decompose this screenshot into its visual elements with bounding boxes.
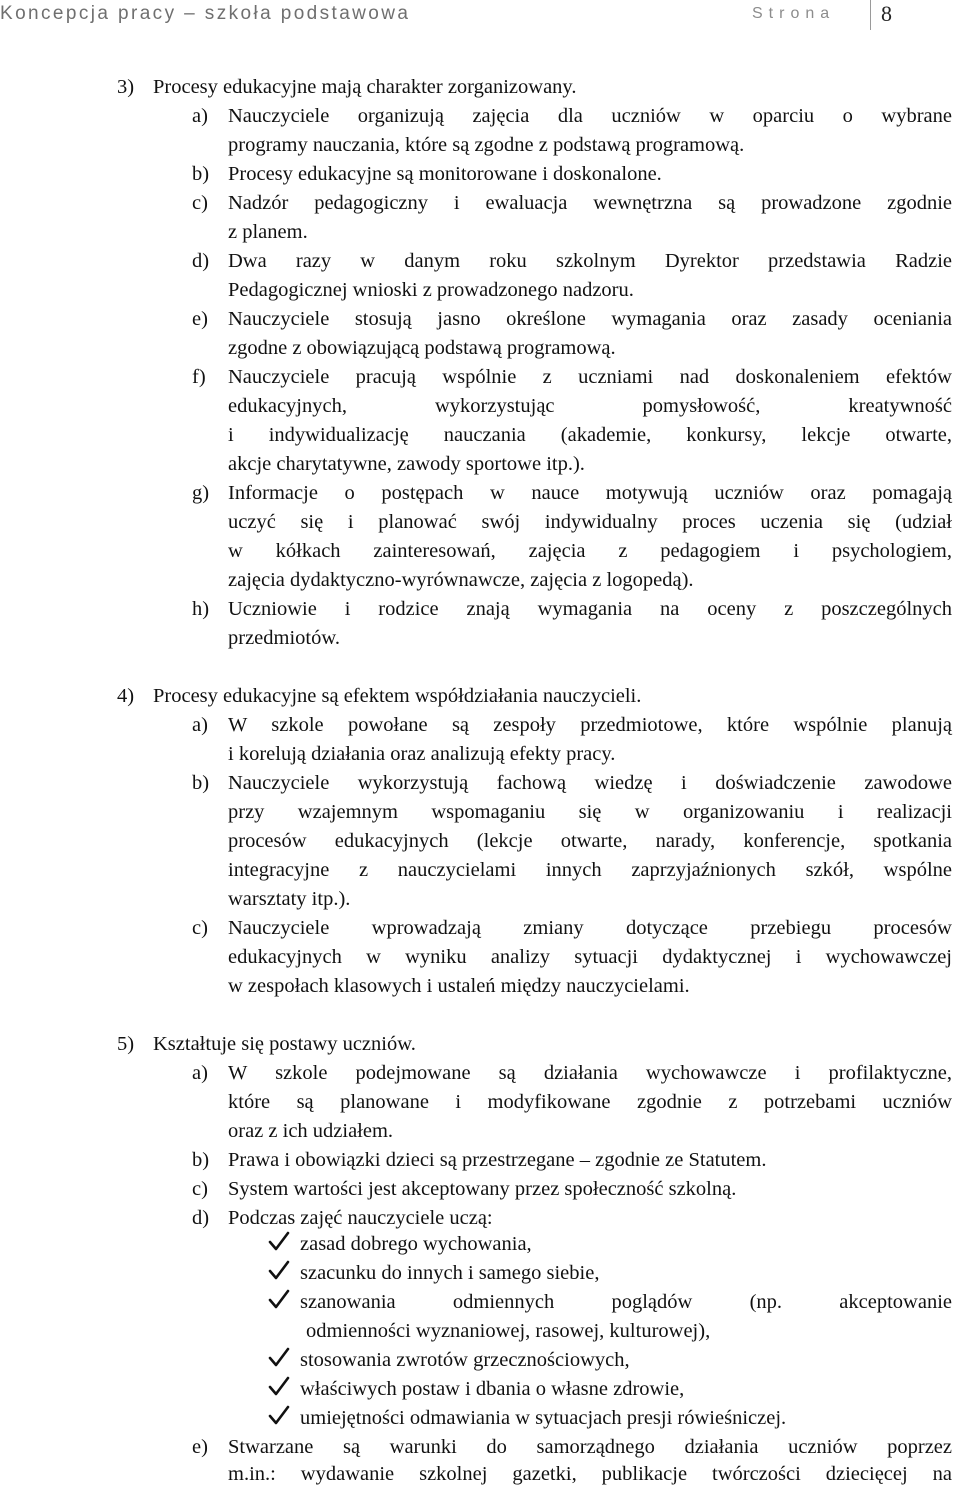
item-3a-line-1: Nauczyciele organizują zajęcia dla uczniów w oparciu o wybrane bbox=[228, 105, 952, 127]
item-3e-line-1: Nauczyciele stosują jasno określone wymagania oraz zasady oceniania bbox=[228, 308, 952, 330]
item-5a-line-3: oraz z ich udziałem. bbox=[228, 1120, 394, 1142]
checkmark-icon bbox=[268, 1375, 290, 1397]
check-item-6: umiejętności odmawiania w sytuacjach presji rówieśniczej. bbox=[300, 1407, 787, 1429]
section-3-number: 3) bbox=[117, 76, 135, 98]
item-3f-line-2: edukacyjnych, wykorzystując pomysłowość, kreatywność bbox=[228, 395, 952, 417]
item-4b-line-5: warsztaty itp.). bbox=[228, 888, 351, 910]
check-item-4: stosowania zwrotów grzecznościowych, bbox=[300, 1349, 630, 1371]
item-4b-line-4: integracyjne z nauczycielami innych zaprzyjaźnionych szkół, wspólne bbox=[228, 859, 952, 881]
section-3-title: Procesy edukacyjne mają charakter zorganizowany. bbox=[153, 76, 577, 98]
item-3f-label: f) bbox=[192, 366, 206, 388]
header-page-number: 8 bbox=[881, 1, 892, 26]
item-5c-label: c) bbox=[192, 1178, 208, 1200]
section-5-number: 5) bbox=[117, 1033, 135, 1055]
checkmark-icon bbox=[268, 1288, 290, 1310]
item-4c-line-1: Nauczyciele wprowadzają zmiany dotyczące przebiegu procesów bbox=[228, 917, 952, 939]
section-4-number: 4) bbox=[117, 685, 135, 707]
item-4a-label: a) bbox=[192, 714, 208, 736]
check-item-2: szacunku do innych i samego siebie, bbox=[300, 1262, 600, 1284]
item-3h-line-2: przedmiotów. bbox=[228, 627, 340, 649]
checkmark-icon bbox=[268, 1230, 290, 1252]
item-5c-line-1: System wartości jest akceptowany przez społeczność szkolną. bbox=[228, 1178, 737, 1200]
item-3c-line-1: Nadzór pedagogiczny i ewaluacja wewnętrzna są prowadzone zgodnie bbox=[228, 192, 952, 214]
item-3a-label: a) bbox=[192, 105, 208, 127]
item-5a-line-1: W szkole podejmowane są działania wychowawcze i profilaktyczne, bbox=[228, 1062, 952, 1084]
item-3c-label: c) bbox=[192, 192, 208, 214]
item-4a-line-2: i korelują działania oraz analizują efekty pracy. bbox=[228, 743, 616, 765]
item-3b-line-1: Procesy edukacyjne są monitorowane i doskonalone. bbox=[228, 163, 662, 185]
item-3h-line-1: Uczniowie i rodzice znają wymagania na oceny z poszczególnych bbox=[228, 598, 952, 620]
item-4b-line-2: przy wzajemnym wspomaganiu się w organizowaniu i realizacji bbox=[228, 801, 952, 823]
item-3e-line-2: zgodne z obowiązującą podstawą programową. bbox=[228, 337, 616, 359]
section-4-title: Procesy edukacyjne są efektem współdziałania nauczycieli. bbox=[153, 685, 642, 707]
header-separator bbox=[870, 0, 871, 30]
item-3f-line-1: Nauczyciele pracują wspólnie z uczniami nad doskonaleniem efektów bbox=[228, 366, 952, 388]
check-item-3-continuation: odmienności wyznaniowej, rasowej, kulturowej), bbox=[306, 1320, 711, 1342]
check-item-5: właściwych postaw i dbania o własne zdrowie, bbox=[300, 1378, 685, 1400]
item-3f-line-4: akcje charytatywne, zawody sportowe itp.). bbox=[228, 453, 585, 475]
item-3g-line-3: w kółkach zainteresowań, zajęcia z pedagogiem i psychologiem, bbox=[228, 540, 952, 562]
item-4b-label: b) bbox=[192, 772, 210, 794]
item-4c-line-2: edukacyjnych w wyniku analizy sytuacji dydaktycznej i wychowawczej bbox=[228, 946, 952, 968]
header-page-word: Strona bbox=[752, 5, 836, 22]
check-item-3: szanowania odmiennych poglądów (np. akceptowanie bbox=[300, 1291, 952, 1313]
check-item-1: zasad dobrego wychowania, bbox=[300, 1233, 532, 1255]
item-3f-line-3: i indywidualizację nauczania (akademie, konkursy, lekcje otwarte, bbox=[228, 424, 952, 446]
item-3d-line-2: Pedagogicznej wnioski z prowadzonego nadzoru. bbox=[228, 279, 634, 301]
item-5b-line-1: Prawa i obowiązki dzieci są przestrzegane – zgodnie ze Statutem. bbox=[228, 1149, 767, 1171]
item-5e-label: e) bbox=[192, 1436, 208, 1458]
item-5d-line-1: Podczas zajęć nauczyciele uczą: bbox=[228, 1207, 493, 1229]
item-3a-line-2: programy nauczania, które są zgodne z podstawą programową. bbox=[228, 134, 745, 156]
item-3e-label: e) bbox=[192, 308, 208, 330]
item-3d-label: d) bbox=[192, 250, 210, 272]
item-3g-line-4: zajęcia dydaktyczno-wyrównawcze, zajęcia z logopedą). bbox=[228, 569, 694, 591]
item-4c-line-3: w zespołach klasowych i ustaleń między nauczycielami. bbox=[228, 975, 690, 997]
checkmark-icon bbox=[268, 1259, 290, 1281]
item-5e-line-1: Stwarzane są warunki do samorządnego działania uczniów poprzez bbox=[228, 1436, 952, 1458]
item-3g-line-1: Informacje o postępach w nauce motywują uczniów oraz pomagają bbox=[228, 482, 952, 504]
item-3c-line-2: z planem. bbox=[228, 221, 308, 243]
item-3g-line-2: uczyć się i planować swój indywidualny proces uczenia się (udział bbox=[228, 511, 952, 533]
item-3b-label: b) bbox=[192, 163, 210, 185]
item-5a-line-2: które są planowane i modyfikowane zgodnie z potrzebami uczniów bbox=[228, 1091, 952, 1113]
item-5d-label: d) bbox=[192, 1207, 210, 1229]
item-5e-line-2: m.in.: wydawanie szkolnej gazetki, publikacje twórczości dziecięcej na bbox=[228, 1463, 952, 1485]
item-4c-label: c) bbox=[192, 917, 208, 939]
item-3h-label: h) bbox=[192, 598, 210, 620]
item-4b-line-1: Nauczyciele wykorzystują fachową wiedzę i doświadczenie zawodowe bbox=[228, 772, 952, 794]
item-5b-label: b) bbox=[192, 1149, 210, 1171]
page-header bbox=[0, 0, 944, 26]
section-5-title: Kształtuje się postawy uczniów. bbox=[153, 1033, 416, 1055]
item-5a-label: a) bbox=[192, 1062, 208, 1084]
item-3d-line-1: Dwa razy w danym roku szkolnym Dyrektor przedstawia Radzie bbox=[228, 250, 952, 272]
item-4b-line-3: procesów edukacyjnych (lekcje otwarte, narady, konferencje, spotkania bbox=[228, 830, 952, 852]
checkmark-icon bbox=[268, 1404, 290, 1426]
item-4a-line-1: W szkole powołane są zespoły przedmiotowe, które wspólnie planują bbox=[228, 714, 952, 736]
item-3g-label: g) bbox=[192, 482, 210, 504]
header-title: Koncepcja pracy – szkoła podstawowa bbox=[0, 3, 411, 24]
checkmark-icon bbox=[268, 1346, 290, 1368]
